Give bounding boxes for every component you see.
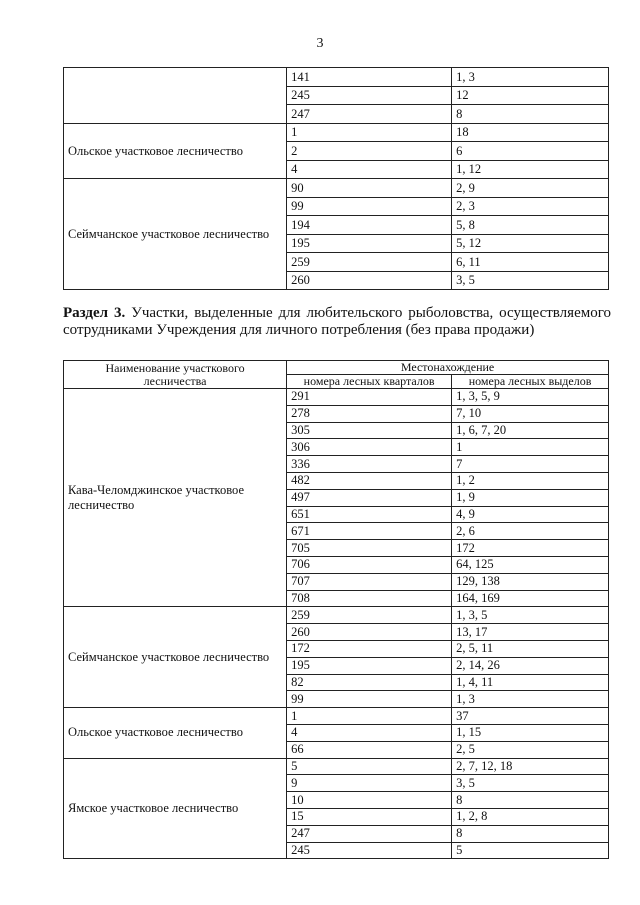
quarter-cell: 306 xyxy=(287,439,452,456)
quarter-cell: 247 xyxy=(287,105,452,124)
plots-cell: 2, 3 xyxy=(452,197,609,216)
header-plots: номера лесных выделов xyxy=(452,375,609,389)
quarter-cell: 336 xyxy=(287,456,452,473)
quarter-cell: 260 xyxy=(287,624,452,641)
plots-cell: 5, 12 xyxy=(452,234,609,253)
quarter-cell: 708 xyxy=(287,590,452,607)
quarter-cell: 15 xyxy=(287,808,452,825)
quarter-cell: 291 xyxy=(287,389,452,406)
quarter-cell: 245 xyxy=(287,86,452,105)
quarter-cell: 497 xyxy=(287,489,452,506)
quarter-cell: 1 xyxy=(287,123,452,142)
plots-cell: 1, 15 xyxy=(452,724,609,741)
page-number: 3 xyxy=(316,36,324,51)
plots-cell: 5, 8 xyxy=(452,216,609,235)
plots-cell: 2, 7, 12, 18 xyxy=(452,758,609,775)
quarter-cell: 2 xyxy=(287,142,452,161)
quarter-cell: 172 xyxy=(287,640,452,657)
quarter-cell: 194 xyxy=(287,216,452,235)
quarter-cell: 4 xyxy=(287,724,452,741)
plots-cell: 1 xyxy=(452,439,609,456)
quarter-cell: 66 xyxy=(287,741,452,758)
plots-cell: 6, 11 xyxy=(452,253,609,272)
table-row xyxy=(64,708,609,725)
plots-cell: 1, 3 xyxy=(452,691,609,708)
plots-cell: 4, 9 xyxy=(452,506,609,523)
plots-cell: 129, 138 xyxy=(452,573,609,590)
plots-cell: 64, 125 xyxy=(452,556,609,573)
forestry-name-cell: Ямское участковое лесничество xyxy=(64,758,287,859)
plots-cell: 2, 5 xyxy=(452,741,609,758)
plots-cell: 2, 6 xyxy=(452,523,609,540)
quarter-cell: 90 xyxy=(287,179,452,198)
quarter-cell: 99 xyxy=(287,691,452,708)
plots-cell: 8 xyxy=(452,825,609,842)
quarter-cell: 651 xyxy=(287,506,452,523)
plots-cell: 13, 17 xyxy=(452,624,609,641)
plots-cell: 5 xyxy=(452,842,609,859)
quarter-cell: 259 xyxy=(287,253,452,272)
plots-cell: 1, 12 xyxy=(452,160,609,179)
forestry-name-cell: Сеймчанское участковое лесничество xyxy=(64,607,287,708)
header-location: Местонахождение xyxy=(287,361,609,375)
forestry-name-cell: Сеймчанское участковое лесничество xyxy=(64,179,287,290)
plots-cell: 7 xyxy=(452,456,609,473)
plots-cell: 37 xyxy=(452,708,609,725)
table-row xyxy=(64,758,609,775)
section-3-heading xyxy=(63,305,611,339)
plots-cell: 3, 5 xyxy=(452,271,609,290)
table-row xyxy=(64,68,609,87)
plots-cell: 1, 2 xyxy=(452,472,609,489)
plots-cell: 1, 3, 5 xyxy=(452,607,609,624)
plots-cell: 1, 3, 5, 9 xyxy=(452,389,609,406)
plots-cell: 7, 10 xyxy=(452,405,609,422)
forest-plots-table-continued xyxy=(63,67,609,290)
quarter-cell: 671 xyxy=(287,523,452,540)
plots-cell: 2, 14, 26 xyxy=(452,657,609,674)
plots-cell: 1, 2, 8 xyxy=(452,808,609,825)
quarter-cell: 259 xyxy=(287,607,452,624)
table-row xyxy=(64,123,609,142)
header-forestry-name: Наименование участкового лесничества xyxy=(64,361,287,389)
plots-cell: 164, 169 xyxy=(452,590,609,607)
quarter-cell: 1 xyxy=(287,708,452,725)
quarter-cell: 82 xyxy=(287,674,452,691)
plots-cell: 18 xyxy=(452,123,609,142)
quarter-cell: 99 xyxy=(287,197,452,216)
plots-cell: 1, 9 xyxy=(452,489,609,506)
quarter-cell: 10 xyxy=(287,792,452,809)
fishing-plots-table xyxy=(63,360,609,859)
quarter-cell: 482 xyxy=(287,472,452,489)
quarter-cell: 707 xyxy=(287,573,452,590)
quarter-cell: 9 xyxy=(287,775,452,792)
quarter-cell: 705 xyxy=(287,540,452,557)
section-label: Раздел 3. xyxy=(63,305,126,321)
header-quarters: номера лесных кварталов xyxy=(287,375,452,389)
plots-cell: 2, 9 xyxy=(452,179,609,198)
plots-cell: 6 xyxy=(452,142,609,161)
table-row xyxy=(64,607,609,624)
forestry-name-cell: Кава-Челомджинское участковое лесничество xyxy=(64,389,287,607)
plots-cell: 1, 4, 11 xyxy=(452,674,609,691)
table-row xyxy=(64,389,609,406)
plots-cell: 1, 6, 7, 20 xyxy=(452,422,609,439)
plots-cell: 8 xyxy=(452,105,609,124)
plots-cell: 1, 3 xyxy=(452,68,609,87)
section-title: Участки, выделенные для любительского рыболовства, осуществляемого сотрудниками Учреждения для личного потребления (без права продажи) xyxy=(63,305,611,338)
quarter-cell: 260 xyxy=(287,271,452,290)
quarter-cell: 278 xyxy=(287,405,452,422)
forestry-name-cell: Ольское участковое лесничество xyxy=(64,708,287,758)
forestry-name-cell xyxy=(64,68,287,124)
quarter-cell: 5 xyxy=(287,758,452,775)
plots-cell: 12 xyxy=(452,86,609,105)
quarter-cell: 247 xyxy=(287,825,452,842)
quarter-cell: 4 xyxy=(287,160,452,179)
forestry-name-cell: Ольское участковое лесничество xyxy=(64,123,287,179)
quarter-cell: 706 xyxy=(287,556,452,573)
quarter-cell: 141 xyxy=(287,68,452,87)
plots-cell: 8 xyxy=(452,792,609,809)
plots-cell: 2, 5, 11 xyxy=(452,640,609,657)
quarter-cell: 245 xyxy=(287,842,452,859)
plots-cell: 172 xyxy=(452,540,609,557)
quarter-cell: 195 xyxy=(287,234,452,253)
plots-cell: 3, 5 xyxy=(452,775,609,792)
quarter-cell: 195 xyxy=(287,657,452,674)
table-row xyxy=(64,179,609,198)
quarter-cell: 305 xyxy=(287,422,452,439)
